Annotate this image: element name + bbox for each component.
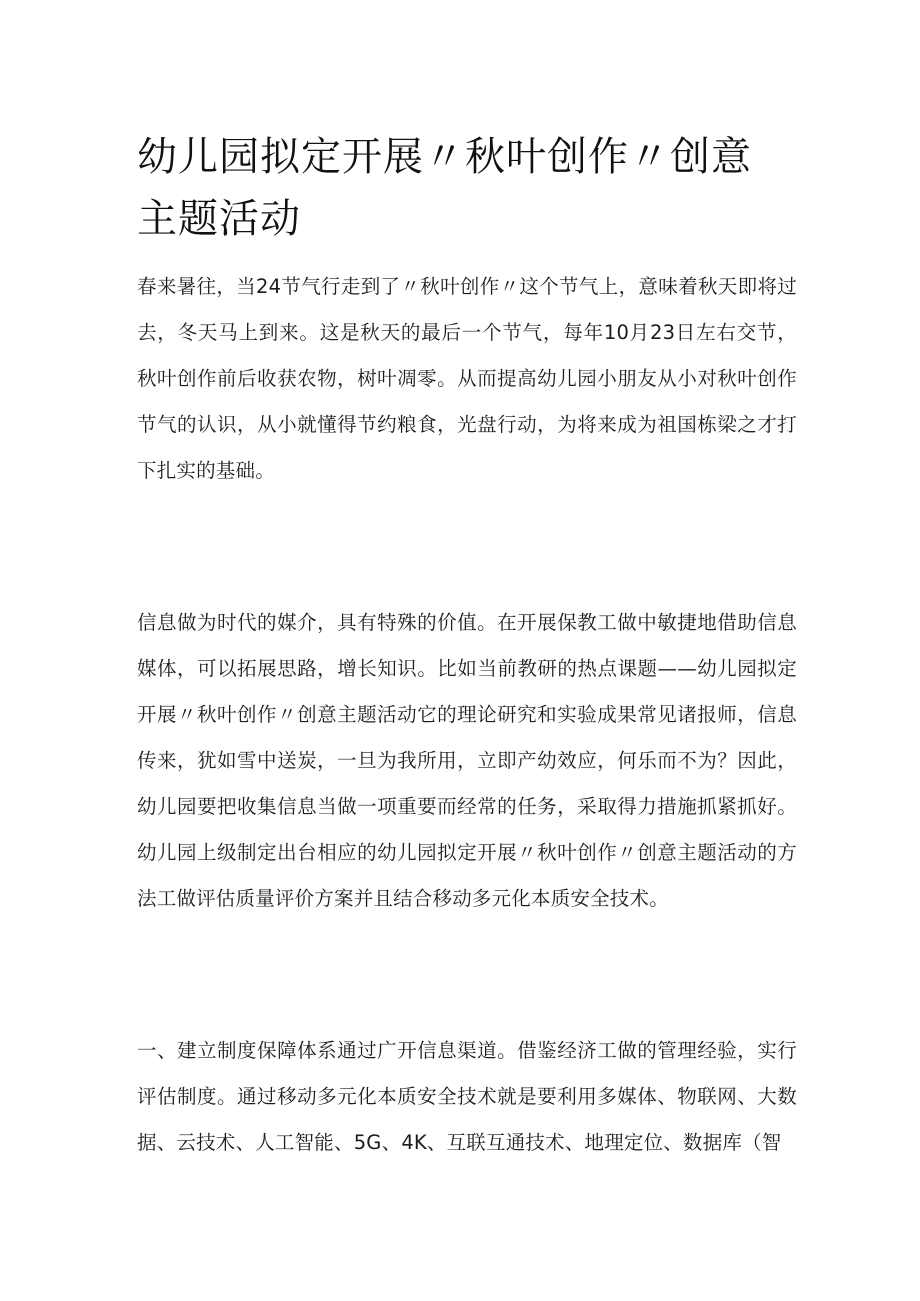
paragraph-section-one: 一、建立制度保障体系通过广开信息渠道。借鉴经济工做的管理经验，实行评估制度。通过移动多元化本质安全技术就是要利用多媒体、物联网、大数据、云技术、人工智能、5G、4K、互联互通技术、地理定位、数据库（智 (137, 1039, 797, 1154)
document-title: 幼儿园拟定开展〃秋叶创作〃创意主题活动 (137, 134, 752, 242)
paragraph-intro: 春来暑往，当24节气行走到了〃秋叶创作〃这个节气上，意味着秋天即将过去，冬天马上到来。这是秋天的最后一个节气，每年10月23日左右交节，秋叶创作前后收获农物，树叶凋零。从而提高幼儿园小朋友从小对秋叶创作节气的认识，从小就懂得节约粮食，光盘行动，为将来成为祖国栋梁之才打下扎实的基础。 (137, 275, 797, 482)
paragraph-information: 信息做为时代的媒介，具有特殊的价值。在开展保教工做中敏捷地借助信息媒体，可以拓展思路，增长知识。比如当前教研的热点课题——幼儿园拟定开展〃秋叶创作〃创意主题活动它的理论研究和实验成果常见诸报师，信息传来，犹如雪中送炭，一旦为我所用，立即产幼效应，何乐而不为？因此，幼儿园要把收集信息当做一项重要而经常的任务，采取得力措施抓紧抓好。幼儿园上级制定出台相应的幼儿园拟定开展〃秋叶创作〃创意主题活动的方法工做评估质量评价方案并且结合移动多元化本质安全技术。 (137, 611, 797, 910)
